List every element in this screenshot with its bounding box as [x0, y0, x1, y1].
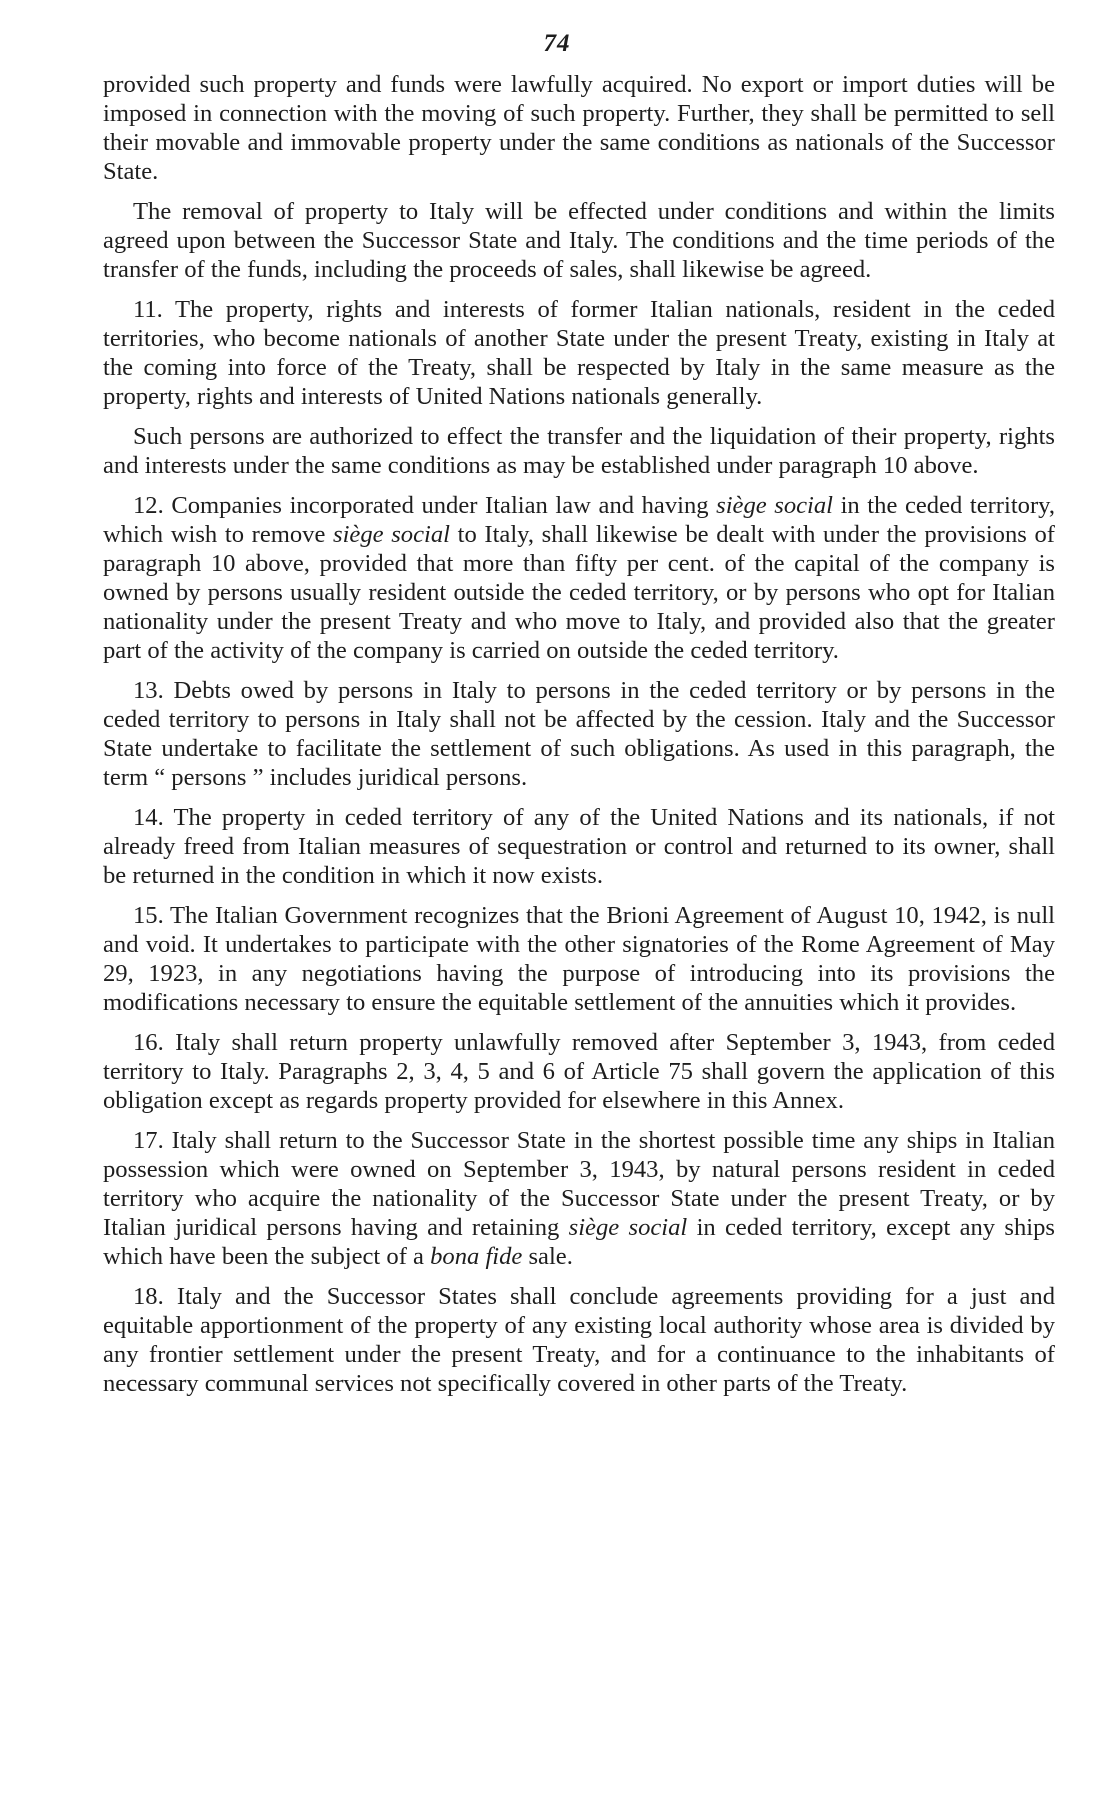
- paragraph-number: 15.: [133, 902, 164, 929]
- paragraph-text: to Italy, shall likewise be dealt with under the provisions of paragraph 10 above, provided that more than fifty per cent. of the capital of the company is owned by persons usually resident outside the ceded territory, or by persons who opt for Italian nationality under the present Treaty and who move to Italy, and provided also that the greater part of the activity of the company is carried on outside the ceded territory.: [103, 521, 1055, 664]
- paragraph-number: 17.: [133, 1127, 164, 1154]
- italic-term: siège social: [333, 521, 450, 548]
- paragraph-12: [103, 491, 1055, 665]
- page-number: 74: [543, 30, 571, 57]
- paragraph-text: Italy shall return property unlawfully removed after September 3, 1943, from ceded territory to Italy. Paragraphs 2, 3, 4, 5 and 6 of Article 75 shall govern the application of this obligation except as regards property provided for elsewhere in this Annex.: [103, 1029, 1055, 1114]
- paragraph-number: 14.: [133, 804, 164, 831]
- document-body: [103, 70, 1055, 1398]
- paragraph-13: [103, 676, 1055, 792]
- paragraph-text: Debts owed by persons in Italy to persons in the ceded territory or by persons in the ceded territory to persons in Italy shall not be affected by the cession. Italy and the Successor State undertake to facilitate the settlement of such obligations. As used in this paragraph, the term “ persons ” includes juridical persons.: [103, 677, 1055, 791]
- paragraph-number: 13.: [133, 677, 164, 704]
- paragraph-11-continued: Such persons are authorized to effect the transfer and the liquidation of their property, rights and interests under the same conditions as may be established under paragraph 10 above.: [103, 423, 1055, 479]
- paragraph-text: The Italian Government recognizes that the Brioni Agreement of August 10, 1942, is null and void. It undertakes to participate with the other signatories of the Rome Agreement of May 29, 1923, in any negotiations having the purpose of introducing into its provisions the modifications necessary to ensure the equitable settlement of the annuities which it provides.: [103, 902, 1055, 1016]
- paragraph-continuation: provided such property and funds were lawfully acquired. No export or import duties will be imposed in connection with the moving of such property. Further, they shall be permitted to sell their movable and immovable property under the same conditions as nationals of the Successor State.: [103, 71, 1055, 185]
- paragraph-text: The property, rights and interests of former Italian nationals, resident in the ceded territories, who become nationals of another State under the present Treaty, existing in Italy at the coming into force of the Treaty, shall be respected by Italy in the same measure as the property, rights and interests of United Nations nationals generally.: [103, 296, 1055, 410]
- paragraph-text: The property in ceded territory of any of the United Nations and its nationals, if not already freed from Italian measures of sequestration or control and returned to its owner, shall be returned in the condition in which it now exists.: [103, 804, 1055, 889]
- paragraph-number: 18.: [133, 1283, 164, 1310]
- paragraph-removal-of-property: The removal of property to Italy will be effected under conditions and within the limits agreed upon between the Successor State and Italy. The conditions and the time periods of the transfer of the funds, including the proceeds of sales, shall likewise be agreed.: [103, 198, 1055, 283]
- paragraph-18: [103, 1282, 1055, 1398]
- paragraph-text: Italy shall return to the Successor State in the shortest possible time any ships in Italian possession which were owned on September 3, 1943, by natural persons resident in ceded territory who acquire the nationality of the Successor State under the present Treaty, or by Italian juridical persons having and retaining: [103, 1127, 1056, 1241]
- paragraph-17: [103, 1126, 1055, 1271]
- paragraph-11: [103, 295, 1055, 411]
- italic-term: bona fide: [430, 1243, 523, 1270]
- paragraph-text: sale.: [522, 1243, 573, 1270]
- italic-term: siège social: [568, 1214, 688, 1241]
- paragraph-text: in ceded territory, except any ships which have been the subject of a: [103, 1214, 1055, 1270]
- paragraph-15: [103, 901, 1055, 1017]
- paragraph-text: Italy and the Successor States shall conclude agreements providing for a just and equitable apportionment of the property of any existing local authority whose area is divided by any frontier settlement under the present Treaty, and for a continuance to the inhabitants of necessary communal services not specifically covered in other parts of the Treaty.: [103, 1283, 1055, 1397]
- paragraph-16: [103, 1028, 1055, 1115]
- paragraph-text: Companies incorporated under Italian law and having: [171, 492, 717, 519]
- paragraph-14: [103, 803, 1055, 890]
- paragraph-number: 12.: [133, 492, 164, 519]
- paragraph-number: 11.: [133, 296, 163, 323]
- italic-term: siège social: [716, 492, 834, 519]
- paragraph-number: 16.: [133, 1029, 164, 1056]
- paragraph-text: in the ceded territory, which wish to remove: [103, 492, 1055, 548]
